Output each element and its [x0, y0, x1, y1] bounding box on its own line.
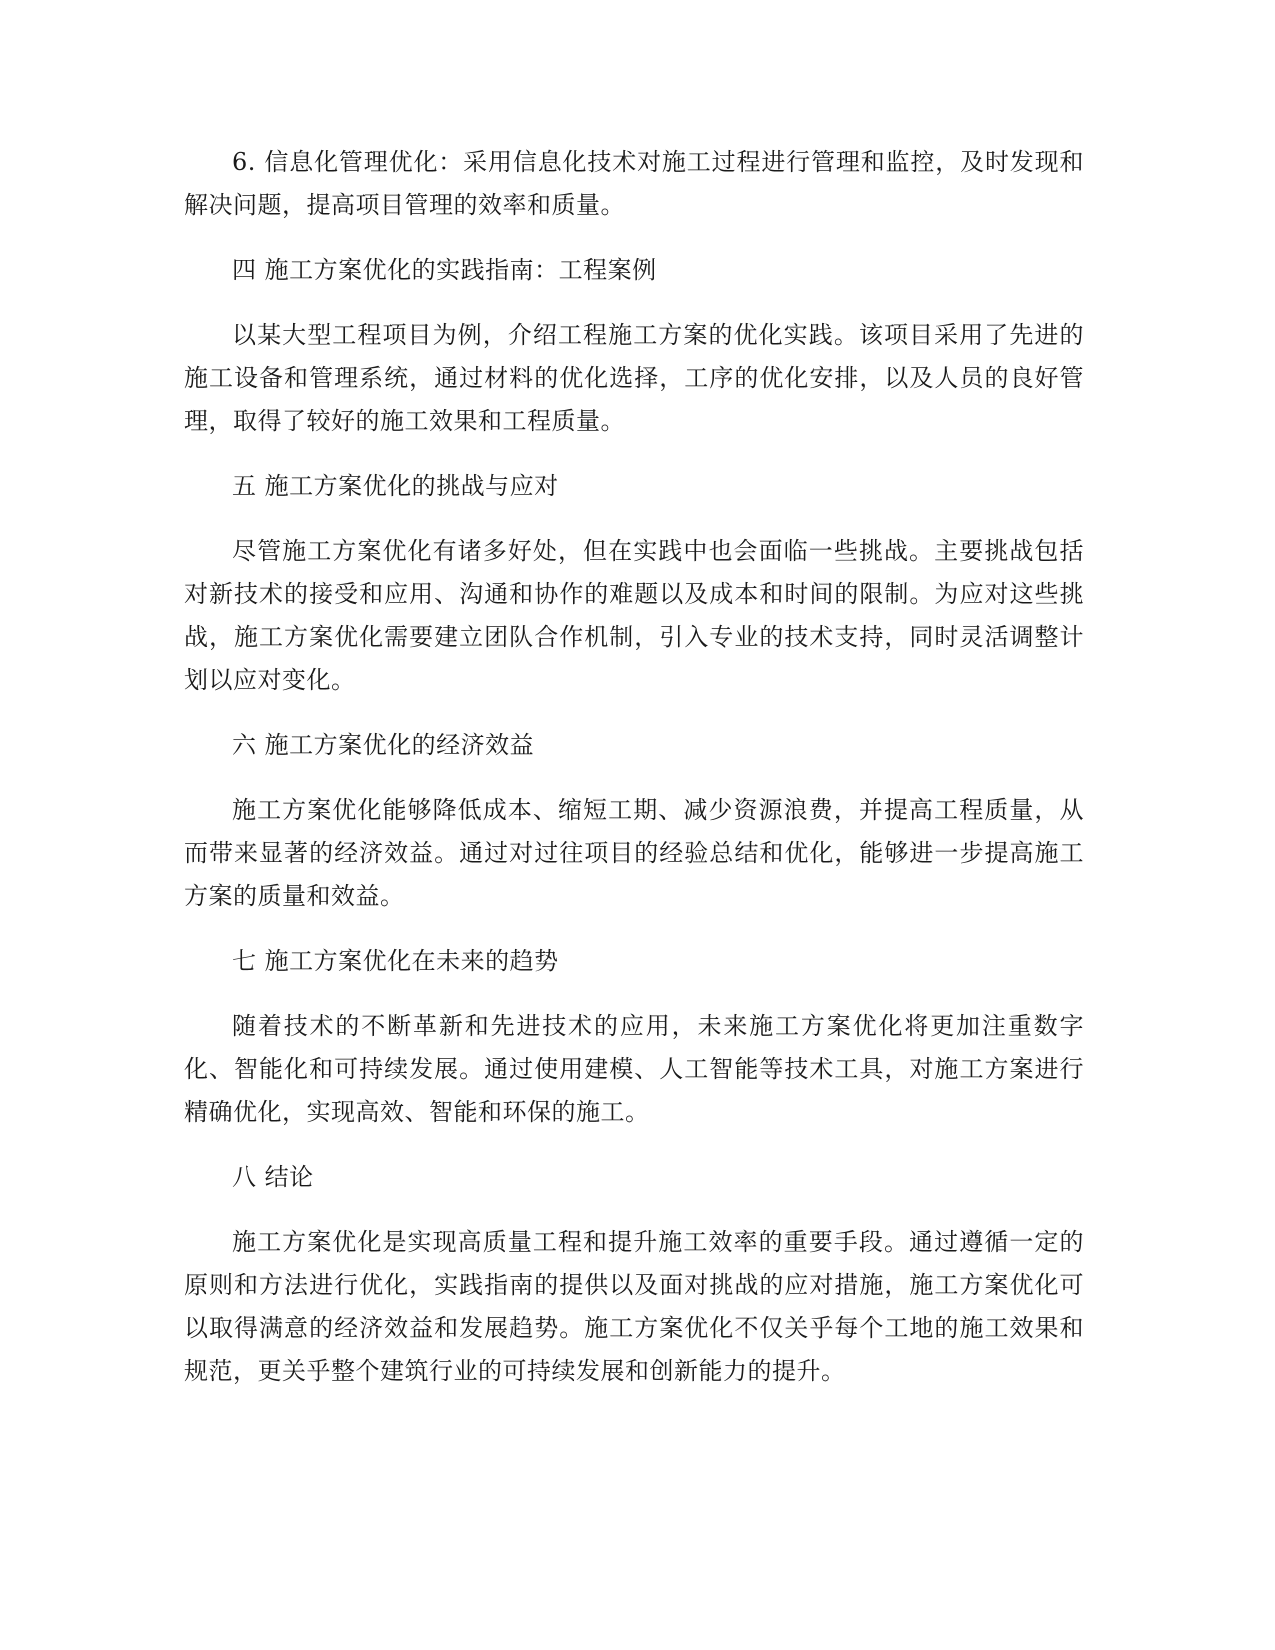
- heading-section-7: 七 施工方案优化在未来的趋势: [232, 947, 559, 975]
- heading-section-6: 六 施工方案优化的经济效益: [232, 731, 535, 759]
- heading-section-8: 八 结论: [232, 1163, 314, 1191]
- document-body: [184, 141, 1084, 1415]
- paragraph-engineering-case: 以某大型工程项目为例，介绍工程施工方案的优化实践。该项目采用了先进的施工设备和管理系统，通过材料的优化选择，工序的优化安排，以及人员的良好管理，取得了较好的施工效果和工程质量。: [184, 321, 1084, 435]
- paragraph-challenges: 尽管施工方案优化有诸多好处，但在实践中也会面临一些挑战。主要挑战包括对新技术的接受和应用、沟通和协作的难题以及成本和时间的限制。为应对这些挑战，施工方案优化需要建立团队合作机制，引入专业的技术支持，同时灵活调整计划以应对变化。: [184, 537, 1084, 694]
- paragraph-information-management: 6. 信息化管理优化：采用信息化技术对施工过程进行管理和监控，及时发现和解决问题，提高项目管理的效率和质量。: [184, 148, 1084, 219]
- paragraph-future-trends: 随着技术的不断革新和先进技术的应用，未来施工方案优化将更加注重数字化、智能化和可持续发展。通过使用建模、人工智能等技术工具，对施工方案进行精确优化，实现高效、智能和环保的施工。: [184, 1012, 1084, 1126]
- paragraph-economic-benefits: 施工方案优化能够降低成本、缩短工期、减少资源浪费，并提高工程质量，从而带来显著的经济效益。通过对过往项目的经验总结和优化，能够进一步提高施工方案的质量和效益。: [184, 796, 1084, 910]
- paragraph-conclusion: 施工方案优化是实现高质量工程和提升施工效率的重要手段。通过遵循一定的原则和方法进行优化，实践指南的提供以及面对挑战的应对措施，施工方案优化可以取得满意的经济效益和发展趋势。施工方案优化不仅关乎每个工地的施工效果和规范，更关乎整个建筑行业的可持续发展和创新能力的提升。: [184, 1228, 1084, 1385]
- heading-section-5: 五 施工方案优化的挑战与应对: [232, 472, 559, 500]
- heading-section-4: 四 施工方案优化的实践指南：工程案例: [232, 256, 657, 284]
